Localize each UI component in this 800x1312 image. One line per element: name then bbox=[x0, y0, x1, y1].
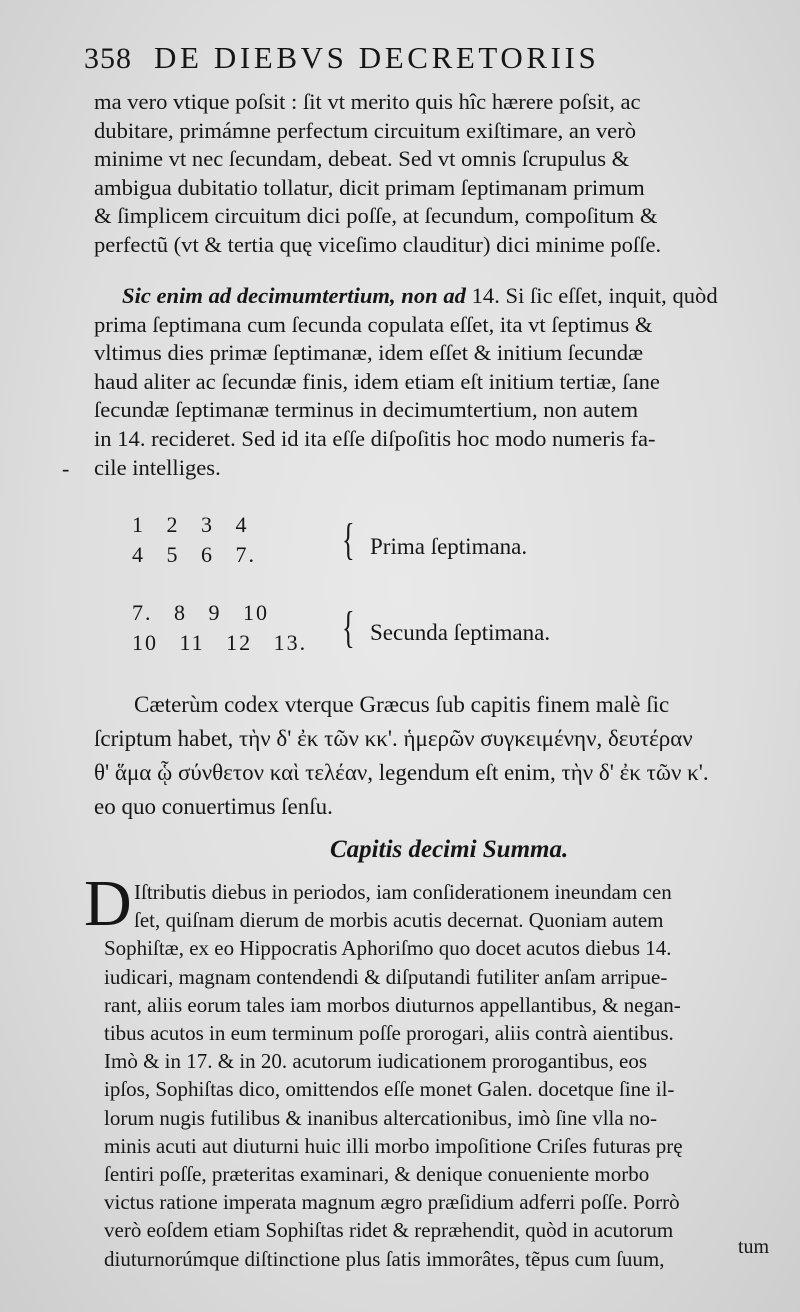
text-line: rant, aliis eorum tales iam morbos diuturnos appellantibus, & negan- bbox=[104, 992, 681, 1017]
text-line: minime vt nec ſecundam, debeat. Sed vt omnis ſcrupulus & bbox=[94, 146, 630, 172]
text-line: ipſos, Sophiſtas dico, omittendos eſſe monet Galen. docetque ſine il- bbox=[104, 1077, 675, 1102]
paragraph-3 bbox=[94, 688, 709, 824]
brace-icon: { bbox=[342, 603, 355, 652]
schema-row-1: 7. 8 9 10 bbox=[132, 600, 269, 625]
margin-mark: - bbox=[62, 456, 70, 481]
text-line: ſecundæ ſeptimanæ terminus in decimumtertium, non autem bbox=[94, 397, 639, 423]
text-line: lorum nugis futilibus & inanibus altercationibus, imò ſine vlla no- bbox=[104, 1105, 657, 1130]
text-line: dubitare, primámne perfectum circuitum exiſtimare, an verò bbox=[94, 117, 637, 143]
text-line: haud aliter ac ſecundæ finis, idem etiam eſt initium tertiæ, ſane bbox=[94, 368, 660, 394]
text-line: verò eoſdem etiam Sophiſtas ridet & repræhendit, quòd in acutorum bbox=[104, 1218, 674, 1243]
text-line: victus ratione imperata magnum ægro præſidium adferri poſſe. Porrò bbox=[104, 1190, 680, 1215]
schema-label-secunda: Secunda ſeptimana. bbox=[370, 620, 551, 645]
text-line: Cæterùm codex vterque Græcus ſub capitis finem malè ſic bbox=[134, 692, 670, 717]
drop-capital: D bbox=[84, 867, 132, 940]
text-line: iudicari, magnam contendendi & diſputandi futiliter anſam arripue- bbox=[104, 964, 668, 989]
running-title: DE DIEBVS DECRETORIIS bbox=[154, 40, 600, 75]
text-line: tibus acutos in eum terminum poſſe prorogari, aliis contrà aientibus. bbox=[104, 1021, 674, 1046]
text-line: in 14. recideret. Sed id ita eſſe diſpoſitis hoc modo numeris fa- bbox=[94, 425, 656, 451]
text-line: Iſtributis diebus in periodos, iam conſiderationem ineundam cen bbox=[134, 880, 672, 904]
text-line: diuturnorúmque diſtinctione plus ſatis immorâtes, tẽpus cum ſuum, bbox=[104, 1246, 665, 1271]
paragraph-4 bbox=[104, 878, 683, 1273]
text-line: cile intelliges. bbox=[94, 454, 221, 480]
lemma-number: 14. bbox=[471, 283, 500, 308]
text-line: θ' ἅμα ᾧ σύνθετον καὶ τελέαν, legendum eſt enim, τὴν δ' ἐκ τῶν κ'. bbox=[94, 760, 709, 785]
paragraph-2 bbox=[94, 282, 718, 482]
section-heading: Capitis decimi Summa. bbox=[330, 836, 569, 863]
text-line: ma vero vtique poſsit : ſit vt merito quis hîc hærere poſsit, ac bbox=[94, 89, 641, 114]
catchword: tum bbox=[738, 1236, 770, 1258]
text-line: minis acuti aut diuturni huic illi morbo impoſitione Criſes futuras prę bbox=[104, 1133, 683, 1158]
text-line: ſet, quiſnam dierum de morbis acutis decernat. Quoniam autem bbox=[134, 908, 664, 933]
page-header bbox=[84, 40, 764, 86]
schema-row-2: 4 5 6 7. bbox=[132, 542, 256, 567]
brace-icon: { bbox=[342, 515, 355, 564]
text-line: vltimus dies primæ ſeptimanæ, idem eſſet & initium ſecundæ bbox=[94, 340, 644, 366]
text-line: ambigua dubitatio tollatur, dicit primam ſeptimanam primum bbox=[94, 174, 645, 200]
schema-row-2: 10 11 12 13. bbox=[132, 630, 308, 655]
schema-label-prima: Prima ſeptimana. bbox=[370, 534, 528, 559]
text-line: ſentiri poſſe, præteritas examinari, & denique conueniente morbo bbox=[104, 1162, 650, 1187]
text-line: perfectũ (vt & tertia quę viceſimo clauditur) dici minime poſſe. bbox=[94, 231, 662, 257]
schema-row-1: 1 2 3 4 bbox=[132, 512, 249, 537]
lemma-text: Sic enim ad decimumtertium, non ad bbox=[122, 283, 466, 308]
text-line: ſcriptum habet, τὴν δ' ἐκ τῶν κκ'. ἡμερῶν συγκειμένην, δευτέραν bbox=[94, 726, 693, 751]
text-line: Imò & in 17. & in 20. acutorum iudicationem prorogantibus, eos bbox=[104, 1049, 647, 1074]
text-line: eo quo conuertimus ſenſu. bbox=[94, 794, 333, 819]
text-line: prima ſeptimana cum ſecunda copulata eſſet, ita vt ſeptimus & bbox=[94, 311, 653, 337]
text-line: Sophiſtæ, ex eo Hippocratis Aphoriſmo quo docet acutos diebus 14. bbox=[104, 936, 672, 961]
lemma-continuation: Si ſic eſſet, inquit, quòd bbox=[505, 283, 718, 308]
paragraph-1 bbox=[94, 88, 661, 260]
text-line: & ſimplicem circuitum dici poſſe, at ſecundum, compoſitum & bbox=[94, 203, 658, 229]
page-number: 358 bbox=[84, 42, 132, 75]
lemma-line bbox=[94, 282, 718, 311]
